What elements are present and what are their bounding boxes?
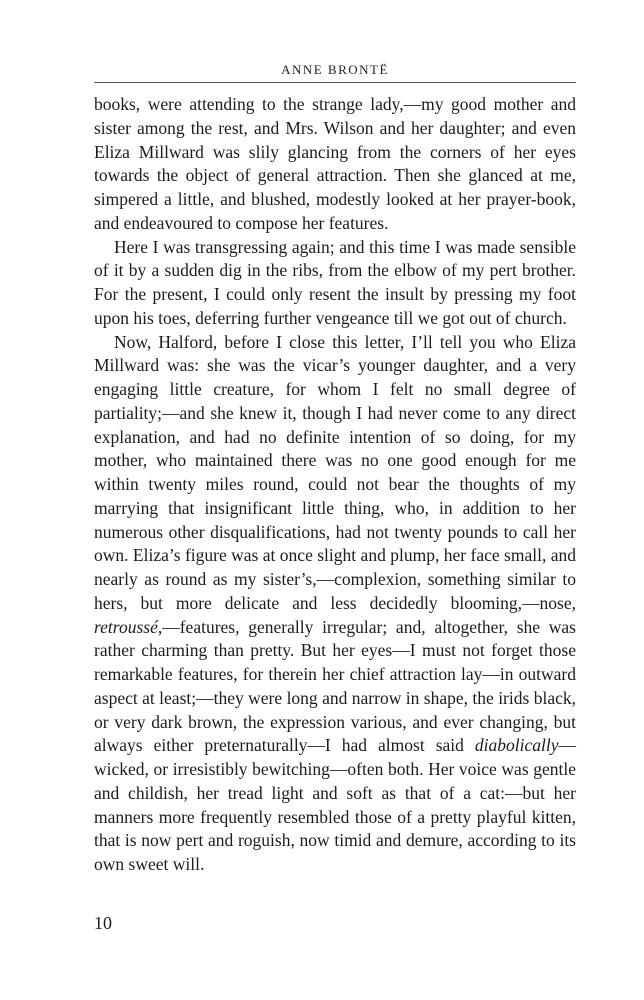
paragraph-text: Now, Halford, before I close this letter, I’ll tell you who Eliza Millward was: she was the vicar’s younger daughter, and a very engaging little creature, for whom I felt no small degree of partiality;—and she knew it, though I had never come to any direct explanation, and had no definite intention of so doing, for my mother, who maintained there was no one good enough for me within twenty miles round, could not bear the thoughts of my marrying that insignificant little thing, who, in addition to her numerous other disqualifications, had not twenty pounds to call her own. Eliza’s figure was at once slight and plump, her face small, and nearly as round as my sister’s,—complexion, something similar to hers, but more delicate and less decidedly blooming,—nose, (94, 331, 576, 613)
paragraph-3 (94, 331, 576, 877)
paragraph-text: ,—features, generally irregular; and, altogether, she was rather charming than pretty. But her eyes—I must not forget those remarkable features, for therein her chief attraction lay—in outward aspect at least;—they were long and narrow in shape, the irids black, or very dark brown, the expression various, and ever changing, but always either preternaturally—I had almost said (94, 616, 576, 756)
italic-word-diabolically: diabolically (474, 735, 559, 756)
paragraph-text: —wicked, or irresistibly bewitching—often both. Her voice was gentle and childish, her tread light and soft as that of a cat:—but her manners more frequently resembled those of a pretty playful kitten, that is now pert and roguish, now timid and demure, according to its own sweet will. (94, 735, 576, 874)
page-number: 10 (94, 913, 112, 933)
paragraph-1 (94, 93, 576, 236)
running-head: ANNE BRONTË (281, 62, 389, 77)
paragraph-text: Here I was transgressing again; and this time I was made sensible of it by a sudden dig in the ribs, from the elbow of my pert brother. For the present, I could only resent the insult by pressing my foot upon his toes, deferring further vengeance till we got out of church. (94, 236, 576, 328)
header-rule (94, 82, 576, 83)
italic-word-retrousse: retroussé (94, 616, 158, 637)
body-text (94, 93, 576, 877)
paragraph-text: books, were attending to the strange lady,—my good mother and sister among the rest, and Mrs. Wilson and her daughter; and even Eliza Millward was slily glancing from the corners of her eyes towards the object of general attraction. Then she glanced at me, simpered a little, and blushed, modestly looked at her prayer-book, and endeavoured to compose her features. (94, 94, 576, 233)
paragraph-2 (94, 236, 576, 331)
